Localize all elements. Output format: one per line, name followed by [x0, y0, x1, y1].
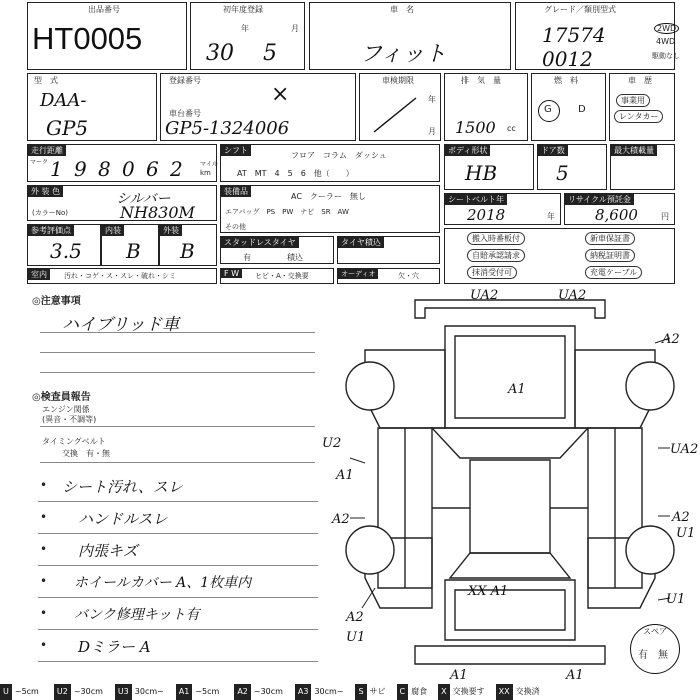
- audio-label: オーディオ: [338, 269, 378, 279]
- legend-key: XX: [496, 684, 513, 700]
- lot-number: HT0005: [32, 21, 143, 56]
- windshield-label: F W: [221, 269, 242, 278]
- doors-label: ドア数: [538, 145, 568, 156]
- history-business: 事業用: [616, 94, 650, 107]
- damage-mark: A2: [346, 610, 364, 625]
- car-name: フィット: [360, 42, 447, 67]
- reg-number-value: ×: [271, 82, 290, 107]
- legend-value: ~30cm: [253, 687, 283, 696]
- windshield-box: [220, 268, 334, 284]
- first-reg-month: 5: [263, 41, 277, 66]
- body-type-box: [444, 144, 534, 190]
- damage-mark: UA2: [470, 288, 499, 303]
- inspector-item-text: Dミラー A: [78, 638, 151, 656]
- doc-item: 新車保証書: [585, 232, 635, 245]
- note-item: ハイブリッド車: [62, 315, 180, 335]
- inspector-item: [38, 534, 318, 566]
- history-rental: レンタカー: [614, 110, 663, 123]
- windshield-value: ヒビ・A・交換要: [255, 272, 309, 280]
- lot-label: 出品番号: [88, 5, 120, 14]
- fuel-g: G: [544, 104, 552, 115]
- bullet: •: [40, 510, 48, 524]
- capacity-box: [610, 144, 675, 190]
- color-code-label: (カラーNo): [32, 209, 68, 217]
- damage-mark: A1: [336, 468, 354, 483]
- inspection-label: 車検期限: [382, 76, 414, 85]
- color-label: 外 装 色: [28, 186, 63, 197]
- inspector-item: [38, 470, 318, 502]
- recycle-value: 8,600: [595, 206, 638, 224]
- interior-value: B: [126, 239, 141, 263]
- studless-label: スタッドレスタイヤ: [221, 237, 299, 248]
- inspector-item: [38, 502, 318, 534]
- history-label: 車 歴: [628, 76, 652, 85]
- legend-value: ~30cm: [73, 687, 103, 696]
- mileage-digit: 2: [170, 157, 183, 181]
- equipment-label: 装備品: [221, 186, 251, 197]
- interior-condition-label: 室内: [28, 269, 50, 280]
- damage-mark: XX A1: [468, 584, 509, 599]
- displacement-unit: cc: [507, 124, 516, 133]
- displacement-box: [444, 73, 528, 141]
- doc-item: 自賠承認請求: [467, 249, 525, 262]
- grade-box: [515, 2, 680, 71]
- recycle-unit: 円: [661, 212, 669, 221]
- legend-value: サビ: [369, 687, 386, 696]
- drive-4wd: 4WD: [656, 37, 676, 46]
- bullet: •: [40, 638, 48, 652]
- studless-box: [220, 236, 334, 264]
- history-box: [609, 73, 675, 141]
- docs-box: [444, 228, 675, 284]
- fuel-d: D: [578, 104, 586, 115]
- mileage-digit: 0: [122, 157, 135, 181]
- engine-label: エンジン関係: [42, 405, 90, 414]
- damage-mark: UA2: [558, 288, 587, 303]
- inspector-item: [38, 566, 318, 598]
- rule: [40, 332, 315, 333]
- reg-number-label: 登録番号: [169, 76, 201, 85]
- grade-label: グレード／類別型式: [544, 5, 616, 14]
- insp-month-unit: 月: [428, 127, 436, 136]
- reg-number-box: [160, 73, 356, 141]
- doors-value: 5: [556, 161, 569, 185]
- equipment-box: [220, 185, 440, 233]
- month-unit: 月: [291, 24, 299, 33]
- inspector-item-text: ハンドルスレ: [78, 510, 168, 528]
- legend-key: X: [438, 684, 449, 700]
- capacity-label: 最大積載量: [611, 145, 657, 156]
- legend-key: U3: [115, 684, 132, 700]
- interior-box: [101, 224, 159, 266]
- interior-label: 内装: [102, 225, 124, 236]
- car-name-box: [309, 2, 511, 70]
- legend-key: S: [355, 684, 366, 700]
- legend-key: A1: [176, 684, 193, 700]
- model-value-1: DAA-: [40, 90, 87, 111]
- score-box: [27, 224, 101, 266]
- body-type-value: HB: [465, 161, 498, 185]
- first-reg-year: 30: [206, 41, 234, 66]
- body-type-label: ボディ形状: [445, 145, 490, 156]
- doc-item: 抹消受付可: [467, 266, 517, 279]
- inspector-item-text: バンク修理キット有: [74, 607, 200, 623]
- damage-mark: U2: [322, 436, 342, 451]
- model-label: 型 式: [34, 76, 58, 85]
- mileage-digit: 8: [98, 157, 111, 181]
- displacement-value: 1500: [455, 118, 496, 137]
- spare-opts: 有 無: [638, 650, 668, 661]
- audio-box: [337, 268, 440, 284]
- color-value: シルバー: [116, 191, 171, 207]
- color-code: NH830M: [120, 203, 195, 222]
- interior-condition-value: 汚れ・コゲ・ス・スレ・破れ・シミ: [64, 272, 176, 280]
- inspector-item-text: シート汚れ、スレ: [62, 478, 183, 496]
- studless-loaded: 積込: [287, 253, 303, 262]
- mileage-label: 走行距離: [28, 145, 66, 156]
- tire-load-label: タイヤ積込: [338, 237, 384, 248]
- car-diagram: [320, 288, 700, 684]
- exterior-label: 外装: [160, 225, 182, 236]
- exterior-value: B: [180, 239, 195, 263]
- chassis-value: GP5-1324006: [165, 118, 290, 139]
- score-label: 参考評価点: [28, 225, 74, 236]
- inspector-label: ◎検査員報告: [32, 392, 91, 403]
- belt-sub: 交換 有・無: [62, 449, 110, 458]
- audio-value: 欠・穴: [398, 272, 419, 280]
- inspection-strike: [370, 94, 420, 136]
- wheel-rear-right: [626, 526, 674, 574]
- inspector-item-text: ホイールカバー A、1枚車内: [74, 575, 252, 591]
- tire-load-box: [337, 236, 440, 264]
- equipment-row-2: エアバッグ PS PW ナビ SR AW: [225, 208, 349, 216]
- displacement-label: 排 気 量: [461, 76, 501, 85]
- rule: [40, 352, 315, 353]
- recycle-box: [564, 193, 675, 225]
- equipment-other: その他: [225, 223, 246, 231]
- damage-mark: A2: [662, 332, 680, 347]
- legend-value: 交換済: [515, 687, 540, 696]
- engine-sub: (異音・不調等): [42, 415, 97, 424]
- shift-box: [220, 144, 440, 182]
- rule: [40, 426, 315, 427]
- damage-mark: U1: [346, 630, 366, 645]
- legend-key: C: [397, 684, 409, 700]
- doors-box: [537, 144, 607, 190]
- mileage-box: [27, 144, 217, 182]
- mileage-mark: マーク: [30, 159, 49, 166]
- mileage-unit-km: km: [200, 169, 211, 177]
- belt-label: タイミングベルト: [42, 437, 106, 446]
- bullet: •: [40, 574, 48, 588]
- damage-mark: A1: [450, 668, 468, 683]
- seatbelt-value: 2018: [467, 206, 506, 224]
- interior-condition-box: [27, 268, 217, 284]
- fuel-box: [531, 73, 606, 141]
- bullet: •: [40, 606, 48, 620]
- wheel-rear-left: [346, 526, 394, 574]
- bullet: •: [40, 478, 48, 492]
- wheel-front-left: [346, 362, 394, 410]
- mileage-digits: [50, 157, 194, 181]
- inspection-box: [359, 73, 441, 141]
- legend-value: 30cm~: [134, 687, 164, 696]
- mileage-digit: 6: [146, 157, 159, 181]
- chassis-label: 車台番号: [169, 109, 201, 118]
- damage-mark: U1: [676, 526, 696, 541]
- grade-value-1: 17574: [542, 23, 606, 47]
- bullet: •: [40, 542, 48, 556]
- recycle-label: リサイクル預託金: [565, 194, 634, 205]
- legend-value: 30cm~: [314, 687, 344, 696]
- model-box: [27, 73, 157, 141]
- inspector-item-text: 内張キズ: [78, 542, 138, 560]
- damage-legend: [0, 684, 700, 700]
- legend-value: 腐食: [411, 687, 428, 696]
- legend-value: 交換要す: [452, 687, 485, 696]
- drive-none: 駆動なし: [652, 52, 680, 60]
- exterior-box: [159, 224, 217, 266]
- notes-label: ◎注意事項: [32, 296, 81, 307]
- legend-value: ~5cm: [195, 687, 220, 696]
- damage-mark: A2: [332, 512, 350, 527]
- mileage-unit-mile: マイル: [200, 161, 218, 168]
- score-value: 3.5: [50, 239, 82, 263]
- insp-year-unit: 年: [428, 95, 436, 104]
- damage-mark: A1: [566, 668, 584, 683]
- rule: [40, 372, 315, 373]
- shift-row-2: AT MT 4 5 6 他（ ）: [237, 169, 354, 178]
- damage-mark: A2: [672, 510, 690, 525]
- inspector-items: [38, 470, 318, 662]
- legend-key: U: [0, 684, 12, 700]
- legend-key: U2: [54, 684, 71, 700]
- lot-box: [27, 2, 187, 70]
- inspector-item: [38, 598, 318, 630]
- spare-label: スペア: [643, 627, 667, 636]
- damage-mark: UA2: [670, 442, 699, 457]
- doc-item: 充電ケーブル: [585, 266, 642, 279]
- wheel-front-right: [626, 362, 674, 410]
- drive-2wd: 2WD: [654, 23, 679, 34]
- car-name-label: 車 名: [390, 5, 414, 14]
- mileage-digit: 1: [50, 157, 63, 181]
- legend-key: A3: [295, 684, 312, 700]
- mileage-digit: 9: [74, 157, 87, 181]
- inspector-item: [38, 630, 318, 662]
- seatbelt-label: シートベルト年: [445, 194, 507, 205]
- first-reg-label: 初年度登録: [223, 5, 263, 14]
- doc-item: 納税証明書: [585, 249, 635, 262]
- equipment-row-1: AC クーラー 無し: [291, 192, 366, 201]
- damage-mark: U1: [666, 592, 686, 607]
- legend-value: ~5cm: [14, 687, 39, 696]
- first-reg-box: [190, 2, 305, 70]
- color-box: [27, 185, 217, 221]
- shift-label: シフト: [221, 145, 251, 156]
- shift-row-1: フロア コラム ダッシュ: [291, 151, 387, 160]
- seatbelt-unit: 年: [547, 212, 555, 221]
- seatbelt-box: [444, 193, 561, 225]
- fuel-label: 燃 料: [554, 76, 578, 85]
- doc-item: 搬入時番板付: [467, 232, 525, 245]
- year-unit: 年: [241, 24, 249, 33]
- legend-key: A2: [234, 684, 251, 700]
- rule: [40, 462, 315, 463]
- damage-mark: A1: [508, 382, 526, 397]
- model-value-2: GP5: [46, 116, 89, 140]
- studless-yes: 有: [243, 253, 251, 262]
- grade-value-2: 0012: [542, 47, 593, 71]
